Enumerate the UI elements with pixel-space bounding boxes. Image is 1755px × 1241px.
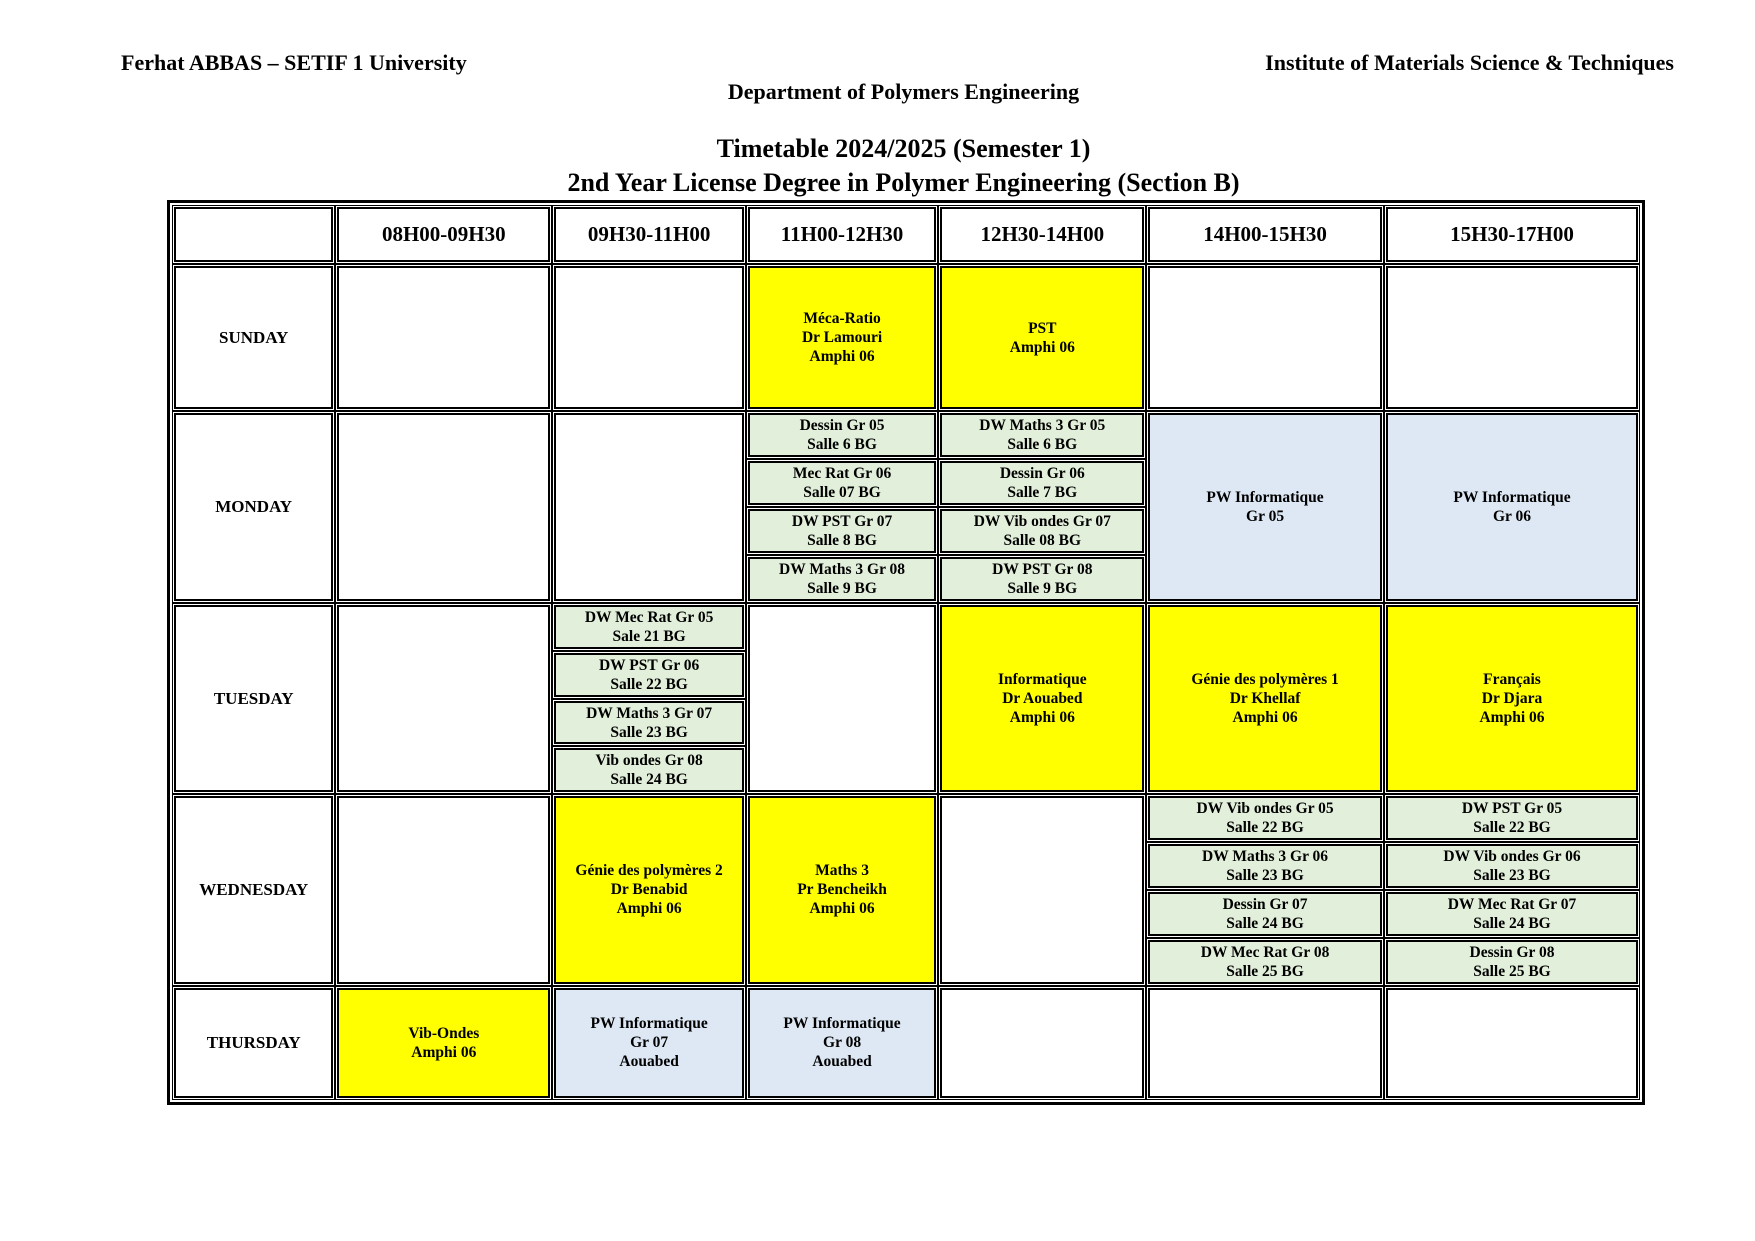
time-slot-header xyxy=(554,207,744,263)
empty-cell xyxy=(554,413,744,601)
cell-label: 14H00-15H30 xyxy=(1203,222,1327,247)
empty-cell xyxy=(1148,266,1381,408)
session-text-line: Aouabed xyxy=(812,1053,872,1071)
session-text-line: Gr 08 xyxy=(823,1034,862,1052)
session-cell xyxy=(940,605,1144,792)
session-text-line: Gr 07 xyxy=(630,1034,669,1052)
session-text-line: Salle 24 BG xyxy=(610,771,688,789)
cell-label: 12H30-14H00 xyxy=(980,222,1105,247)
empty-cell xyxy=(940,796,1144,983)
session-text-line: Amphi 06 xyxy=(411,1043,477,1061)
group-session-cell xyxy=(554,701,744,745)
session-text-line: Salle 24 BG xyxy=(1226,914,1304,932)
day-label xyxy=(174,796,333,983)
session-text-line: DW Mec Rat Gr 08 xyxy=(1200,943,1330,961)
session-text-line: Dr Lamouri xyxy=(801,329,883,346)
session-text-line: Méca-Ratio xyxy=(803,310,881,327)
group-session-cell xyxy=(940,413,1144,457)
empty-cell xyxy=(337,605,550,792)
session-cell xyxy=(554,796,744,983)
session-text-line: DW Vib ondes Gr 06 xyxy=(1443,847,1581,865)
group-session-cell xyxy=(1386,844,1639,888)
session-text-line: Amphi 06 xyxy=(1009,709,1075,727)
group-session-cell xyxy=(940,461,1144,505)
group-session-cell xyxy=(554,605,744,649)
timetable-title: Timetable 2024/2025 (Semester 1) xyxy=(716,134,1091,163)
session-cell xyxy=(1386,605,1639,792)
day-label xyxy=(174,988,333,1099)
group-session-cell xyxy=(748,557,936,601)
session-text-line: DW PST Gr 06 xyxy=(598,656,700,674)
cell-label: MONDAY xyxy=(215,497,293,517)
session-text-line: DW Mec Rat Gr 05 xyxy=(584,608,714,626)
time-slot-header xyxy=(1148,207,1381,263)
group-session-cell xyxy=(1148,796,1381,840)
university-name: Ferhat ABBAS – SETIF 1 University xyxy=(121,50,467,75)
session-text-line: Vib-Ondes xyxy=(408,1024,480,1042)
day-label xyxy=(174,266,333,408)
session-text-line: Salle 23 BG xyxy=(1226,866,1304,884)
session-cell xyxy=(1386,413,1639,601)
group-session-cell xyxy=(1148,844,1381,888)
group-session-cell xyxy=(748,509,936,553)
session-cell xyxy=(1148,605,1381,792)
session-text-line: Salle 7 BG xyxy=(1007,483,1078,501)
session-text-line: Dessin Gr 05 xyxy=(799,416,885,434)
session-text-line: DW Vib ondes Gr 07 xyxy=(973,512,1111,530)
session-text-line: DW Maths 3 Gr 05 xyxy=(979,416,1106,434)
session-text-line: DW Vib ondes Gr 05 xyxy=(1196,800,1334,818)
session-text-line: Salle 22 BG xyxy=(610,675,688,693)
time-slot-header xyxy=(940,207,1144,263)
cell-label: SUNDAY xyxy=(219,328,289,347)
session-text-line: Salle 22 BG xyxy=(1473,819,1551,837)
session-text-line: DW Maths 3 Gr 06 xyxy=(1202,847,1329,865)
session-text-line: DW Maths 3 Gr 08 xyxy=(779,560,906,578)
session-text-line: Salle 6 BG xyxy=(1007,435,1078,453)
session-text-line: Aouabed xyxy=(619,1053,679,1071)
session-text-line: Français xyxy=(1483,671,1541,689)
session-cell xyxy=(748,796,936,983)
session-cell xyxy=(940,266,1144,408)
empty-cell xyxy=(748,605,936,792)
session-text-line: Mec Rat Gr 06 xyxy=(792,464,892,482)
cell-label: 09H30-11H00 xyxy=(587,222,711,247)
group-session-cell xyxy=(554,748,744,792)
group-session-cell xyxy=(940,557,1144,601)
session-cell xyxy=(748,266,936,408)
empty-cell xyxy=(1148,988,1381,1099)
session-text-line: PW Informatique xyxy=(783,1015,901,1033)
session-text-line: Maths 3 xyxy=(815,862,869,880)
empty-cell xyxy=(1386,266,1639,408)
department-name: Department of Polymers Engineering xyxy=(727,79,1080,104)
time-slot-header xyxy=(748,207,936,263)
session-text-line: Dessin Gr 06 xyxy=(999,464,1085,482)
group-session-cell xyxy=(748,413,936,457)
empty-cell xyxy=(554,266,744,408)
session-text-line: Génie des polymères 2 xyxy=(575,862,723,880)
session-text-line: Informatique xyxy=(997,671,1087,689)
group-session-cell xyxy=(554,653,744,697)
session-text-line: DW PST Gr 07 xyxy=(791,512,893,530)
session-text-line: Amphi 06 xyxy=(1009,338,1075,356)
session-text-line: Salle 23 BG xyxy=(610,723,688,741)
day-label xyxy=(174,413,333,601)
session-text-line: Salle 07 BG xyxy=(803,483,881,501)
cell-label: THURSDAY xyxy=(206,1033,301,1053)
session-text-line: Gr 06 xyxy=(1492,507,1532,525)
session-cell xyxy=(337,988,550,1099)
session-text-line: Salle 8 BG xyxy=(807,531,877,549)
session-text-line: PW Informatique xyxy=(1206,488,1324,506)
session-text-line: Salle 08 BG xyxy=(1003,531,1082,549)
session-text-line: Salle 9 BG xyxy=(1007,579,1078,597)
empty-cell xyxy=(940,988,1144,1099)
institute-name: Institute of Materials Science & Techniques xyxy=(1265,50,1674,75)
session-text-line: Dessin Gr 08 xyxy=(1469,943,1555,961)
session-text-line: DW Maths 3 Gr 07 xyxy=(586,704,713,722)
session-text-line: PW Informatique xyxy=(1453,488,1571,506)
day-label xyxy=(174,605,333,792)
session-text-line: Gr 05 xyxy=(1246,507,1285,525)
session-cell xyxy=(748,988,936,1099)
session-text-line: PST xyxy=(1028,319,1057,337)
group-session-cell xyxy=(940,509,1144,553)
session-text-line: Salle 25 BG xyxy=(1226,962,1304,980)
time-slot-header xyxy=(1386,207,1639,263)
group-session-cell xyxy=(1386,796,1639,840)
session-text-line: Salle 9 BG xyxy=(807,579,877,597)
group-session-cell xyxy=(1148,892,1381,936)
session-text-line: Amphi 06 xyxy=(1479,709,1545,727)
session-text-line: Amphi 06 xyxy=(809,348,875,365)
cell-label: 11H00-12H30 xyxy=(780,222,904,247)
empty-cell xyxy=(337,796,550,983)
group-session-cell xyxy=(1386,892,1639,936)
empty-cell xyxy=(1386,988,1639,1099)
group-session-cell xyxy=(1386,940,1639,984)
group-session-cell xyxy=(1148,940,1381,984)
session-text-line: Dr Djara xyxy=(1481,690,1543,708)
session-text-line: Salle 22 BG xyxy=(1226,819,1304,837)
session-text-line: Amphi 06 xyxy=(616,900,682,918)
session-cell xyxy=(554,988,744,1099)
session-text-line: Dessin Gr 07 xyxy=(1222,895,1308,913)
cell-label: WEDNESDAY xyxy=(199,880,309,900)
session-text-line: Salle 24 BG xyxy=(1473,914,1551,932)
session-text-line: DW Mec Rat Gr 07 xyxy=(1447,895,1577,913)
cell-label: 08H00-09H30 xyxy=(381,222,506,247)
session-text-line: DW PST Gr 05 xyxy=(1461,800,1563,818)
session-text-line: PW Informatique xyxy=(590,1015,708,1033)
session-text-line: Amphi 06 xyxy=(1232,709,1298,727)
session-text-line: Sale 21 BG xyxy=(612,627,686,645)
corner-cell xyxy=(174,207,333,263)
session-text-line: Salle 23 BG xyxy=(1473,866,1551,884)
session-text-line: Salle 25 BG xyxy=(1473,962,1551,980)
empty-cell xyxy=(337,266,550,408)
session-text-line: Salle 6 BG xyxy=(807,435,877,453)
session-text-line: Pr Bencheikh xyxy=(797,881,887,899)
session-text-line: DW PST Gr 08 xyxy=(992,560,1093,578)
session-text-line: Génie des polymères 1 xyxy=(1191,671,1339,689)
cell-label: TUESDAY xyxy=(213,689,294,709)
empty-cell xyxy=(337,413,550,601)
session-text-line: Vib ondes Gr 08 xyxy=(595,752,703,770)
timetable-subtitle: 2nd Year License Degree in Polymer Engineering (Section B) xyxy=(567,168,1240,197)
session-text-line: Amphi 06 xyxy=(809,900,875,918)
session-cell xyxy=(1148,413,1381,601)
session-text-line: Dr Khellaf xyxy=(1229,690,1301,708)
session-text-line: Dr Benabid xyxy=(610,881,688,899)
time-slot-header xyxy=(337,207,550,263)
group-session-cell xyxy=(748,461,936,505)
cell-label: 15H30-17H00 xyxy=(1450,222,1574,247)
session-text-line: Dr Aouabed xyxy=(1002,690,1083,708)
